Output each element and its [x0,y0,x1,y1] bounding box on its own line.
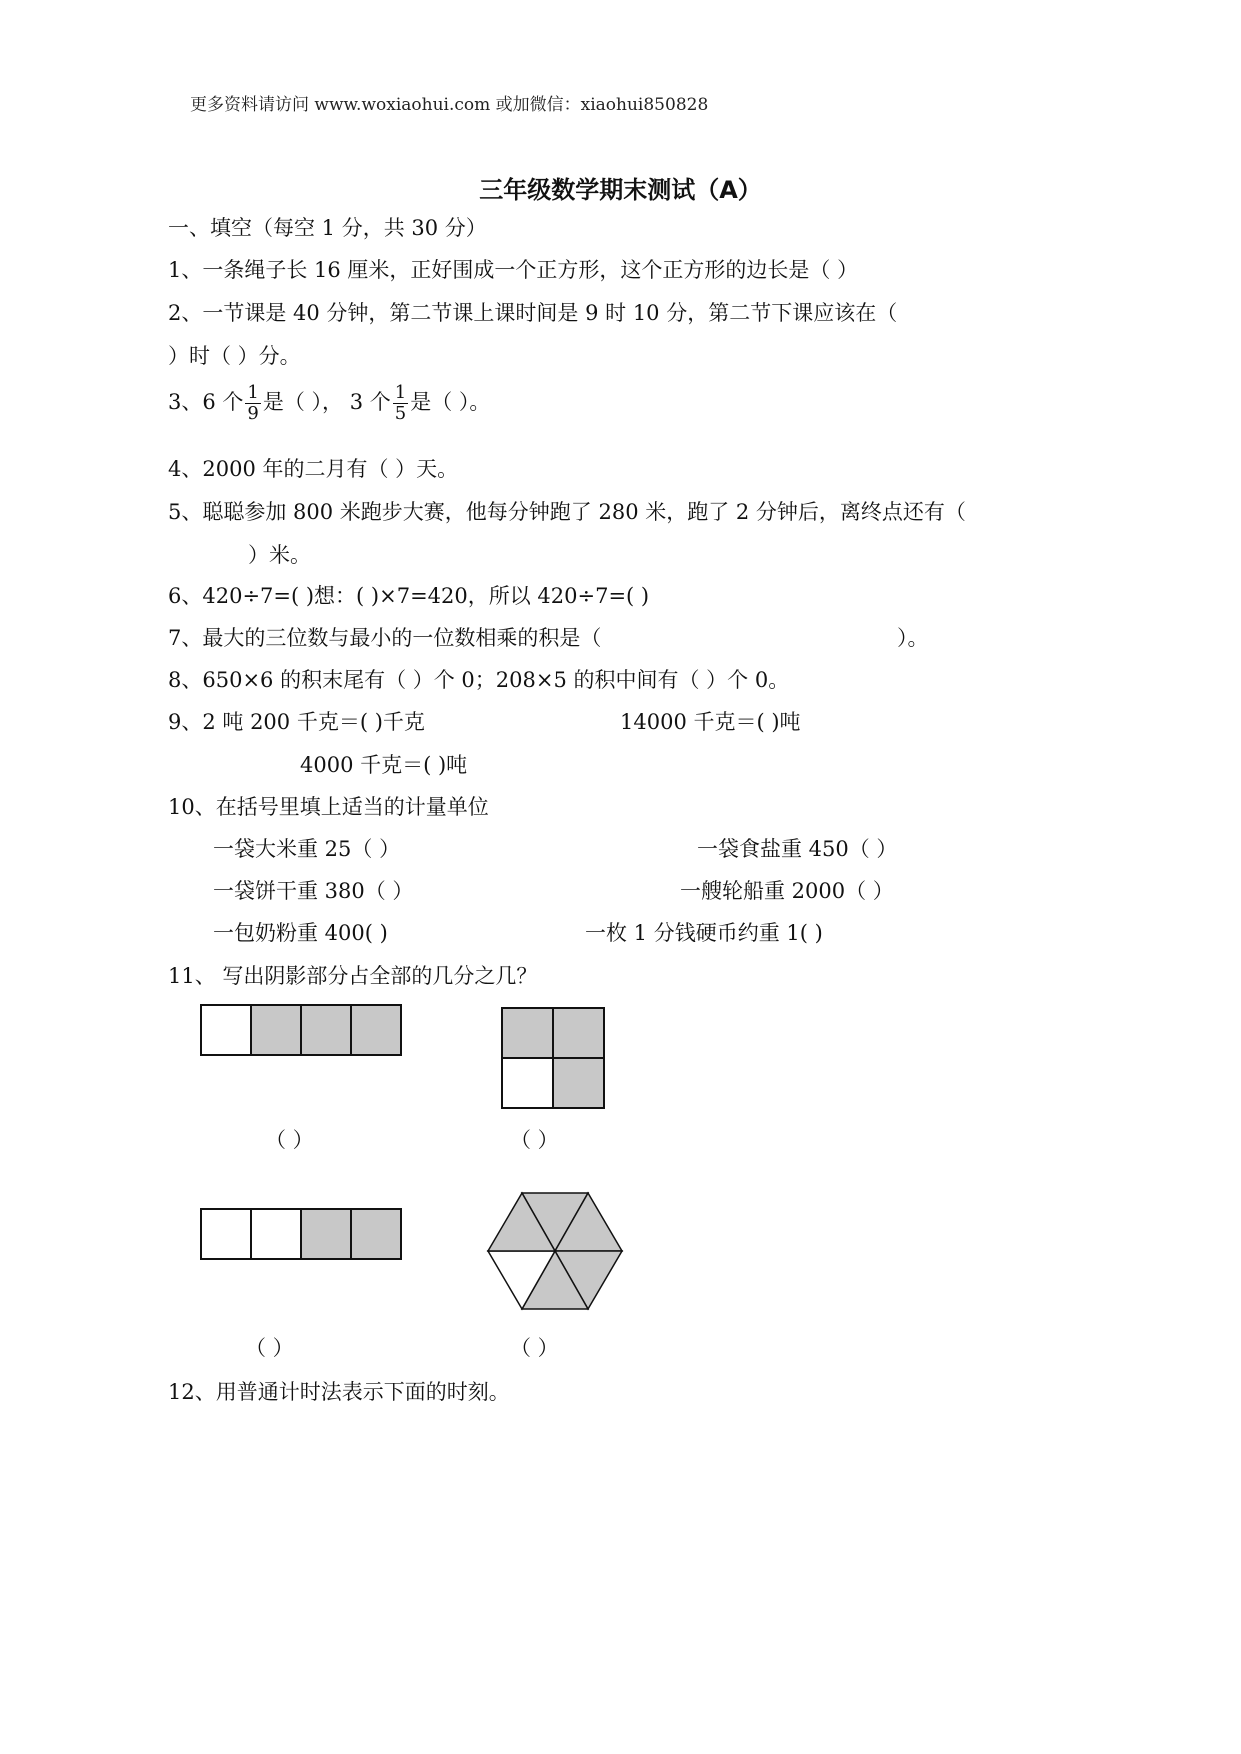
section-1-heading: 一、填空（每空 1 分，共 30 分） [168,216,487,240]
question-7-close: ）。 [897,626,929,650]
fraction-denominator: 5 [394,403,407,424]
question-5-line-1: 5、聪聪参加 800 米跑步大赛，他每分钟跑了 280 米，跑了 2 分钟后，离终点还有（ [168,500,966,524]
question-2-line-1: 2、一节课是 40 分钟，第二节课上课时间是 9 时 10 分，第二节下课应该在（ [168,301,898,325]
fraction-numerator: 1 [394,382,407,403]
strip-cell-shaded [301,1209,351,1259]
square-cell-shaded [553,1058,604,1108]
figure-strip-three-quarters [200,1004,405,1058]
question-7: 7、最大的三位数与最小的一位数相乘的积是（ [168,626,602,650]
square-cell-empty [502,1058,553,1108]
strip-cell-empty [201,1005,251,1055]
question-3-part-3: 是（ ）。 [410,390,491,414]
question-10: 10、在括号里填上适当的计量单位 [168,795,489,819]
fraction-one-fifth [393,383,408,424]
unit-item-biscuit: 一袋饼干重 380（ ） [213,879,414,903]
strip-cell-shaded [301,1005,351,1055]
question-4: 4、2000 年的二月有（ ）天。 [168,457,459,481]
header-contact: 更多资料请访问 www.woxiaohui.com 或加微信：xiaohui850828 [190,95,709,115]
unit-item-milk-powder: 一包奶粉重 400( ) [213,921,388,945]
question-1: 1、一条绳子长 16 厘米，正好围成一个正方形，这个正方形的边长是（ ） [168,258,859,282]
unit-item-coin: 一枚 1 分钱硬币约重 1( ) [585,921,823,945]
question-9-part-3: 4000 千克＝( )吨 [300,753,468,777]
strip-cell-shaded [351,1209,401,1259]
question-11: 11、 写出阴影部分占全部的几分之几？ [168,964,538,988]
strip-cell-empty [201,1209,251,1259]
question-3-part-2: 是（ ）， 3 个 [262,390,391,414]
unit-item-ship: 一艘轮船重 2000（ ） [680,879,894,903]
answer-blank-4[interactable]: （ ） [510,1336,559,1360]
strip-cell-shaded [351,1005,401,1055]
question-3 [168,383,490,424]
question-5-line-2: ）米。 [248,543,311,567]
question-9-part-2: 14000 千克＝( )吨 [620,710,801,734]
fraction-numerator: 1 [247,382,259,403]
question-3-part-1: 3、6 个 [168,390,244,414]
answer-blank-1[interactable]: （ ） [265,1128,314,1152]
question-9-part-1: 9、2 吨 200 千克＝( )千克 [168,710,425,734]
strip-cell-empty [251,1209,301,1259]
unit-item-salt: 一袋食盐重 450（ ） [697,837,898,861]
answer-blank-3[interactable]: （ ） [245,1336,294,1360]
question-8: 8、650×6 的积末尾有（ ）个 0；208×5 的积中间有（ ）个 0。 [168,668,790,692]
question-12: 12、用普通计时法表示下面的时刻。 [168,1380,510,1404]
answer-blank-2[interactable]: （ ） [510,1128,559,1152]
square-cell-shaded [502,1008,553,1058]
figure-hexagon-five-sixths [484,1190,626,1312]
question-6: 6、420÷7=( )想：( )×7=420，所以 420÷7=( ) [168,584,650,608]
fraction-one-ninth [245,383,260,424]
unit-item-rice: 一袋大米重 25（ ） [213,837,401,861]
figure-square-three-quarters [501,1007,607,1111]
question-2-line-2: ）时（ ）分。 [168,344,301,368]
strip-cell-shaded [251,1005,301,1055]
square-cell-shaded [553,1008,604,1058]
page-title: 三年级数学期末测试（A） [479,176,762,204]
fraction-denominator: 9 [247,403,259,424]
figure-strip-half [200,1208,405,1262]
